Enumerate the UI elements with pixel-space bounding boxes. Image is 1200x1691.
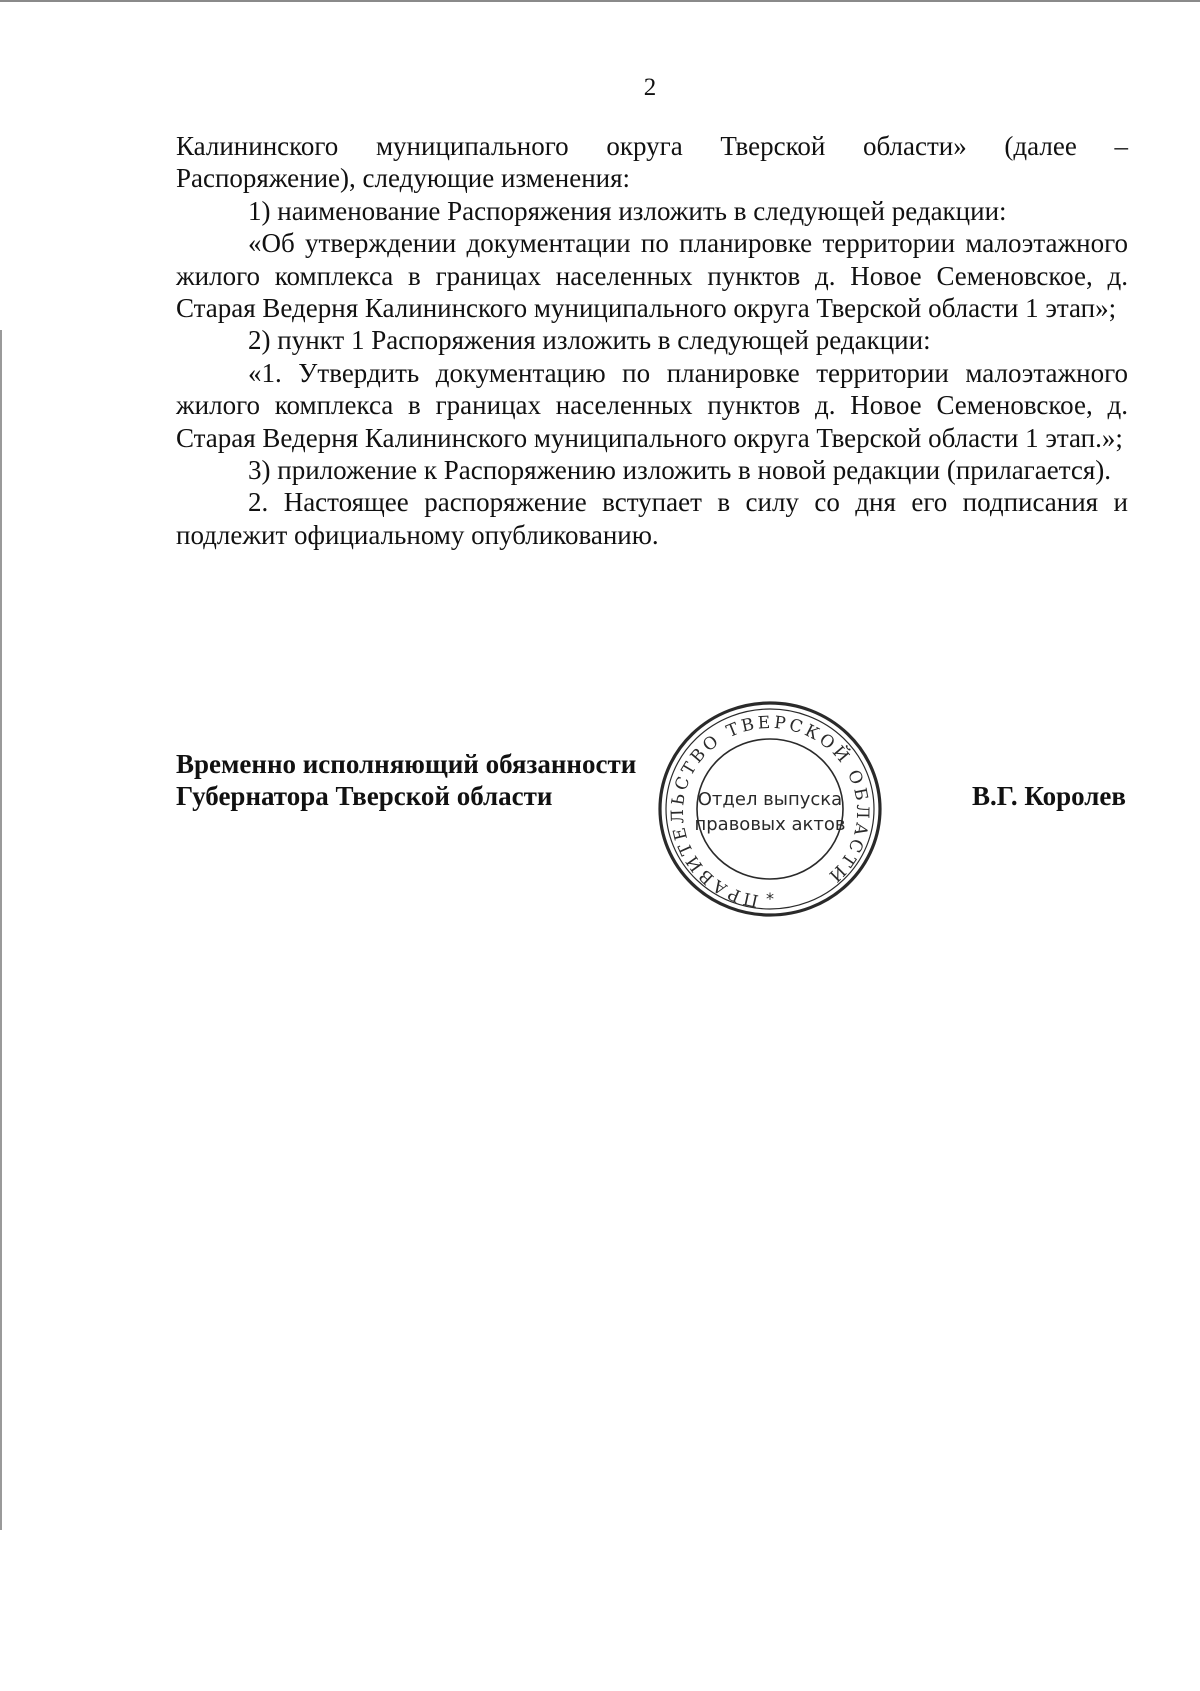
signature-position	[176, 748, 636, 812]
stamp-seal-icon	[656, 698, 884, 920]
paragraph: Калининского муниципального округа Тверской области» (далее – Распоряжение), следующие изменения:	[176, 131, 1128, 194]
paragraph: 3) приложение к Распоряжению изложить в новой редакции (прилагается).	[248, 455, 1111, 486]
paragraph: 2. Настоящее распоряжение вступает в силу со дня его подписания и подлежит официальному опубликованию.	[176, 487, 1128, 550]
body-text	[176, 130, 1128, 551]
scan-edge-left	[0, 330, 2, 1530]
signature-position-line1: Временно исполняющий обязанности	[176, 749, 637, 779]
paragraph: «Об утверждении документации по планировке территории малоэтажного жилого комплекса в границах населенных пунктов д. Новое Семеновское, д. Старая Ведерня Калининского муниципального округа Тверской области 1 этап»;	[176, 228, 1128, 324]
page-number: 2	[643, 74, 657, 101]
stamp-center-line2: правовых актов	[694, 814, 846, 835]
signature-position-line2: Губернатора Тверской области	[176, 781, 553, 811]
paragraph: «1. Утвердить документацию по планировке территории малоэтажного жилого комплекса в границах населенных пунктов д. Новое Семеновское, д. Старая Ведерня Калининского муниципального округа Тверской области 1 этап.»;	[176, 357, 1128, 453]
paragraph: 2) пункт 1 Распоряжения изложить в следующей редакции:	[248, 325, 931, 356]
scan-edge-top	[0, 0, 1200, 2]
official-stamp	[656, 698, 884, 920]
stamp-star: *	[766, 889, 774, 908]
paragraph: 1) наименование Распоряжения изложить в следующей редакции:	[248, 195, 1007, 226]
signature-name: В.Г. Королев	[972, 781, 1126, 811]
stamp-ring-text: ПРАВИТЕЛЬСТВО ТВЕРСКОЙ ОБЛАСТИ	[667, 712, 873, 911]
stamp-center-line1: Отдел выпуска	[697, 789, 843, 810]
